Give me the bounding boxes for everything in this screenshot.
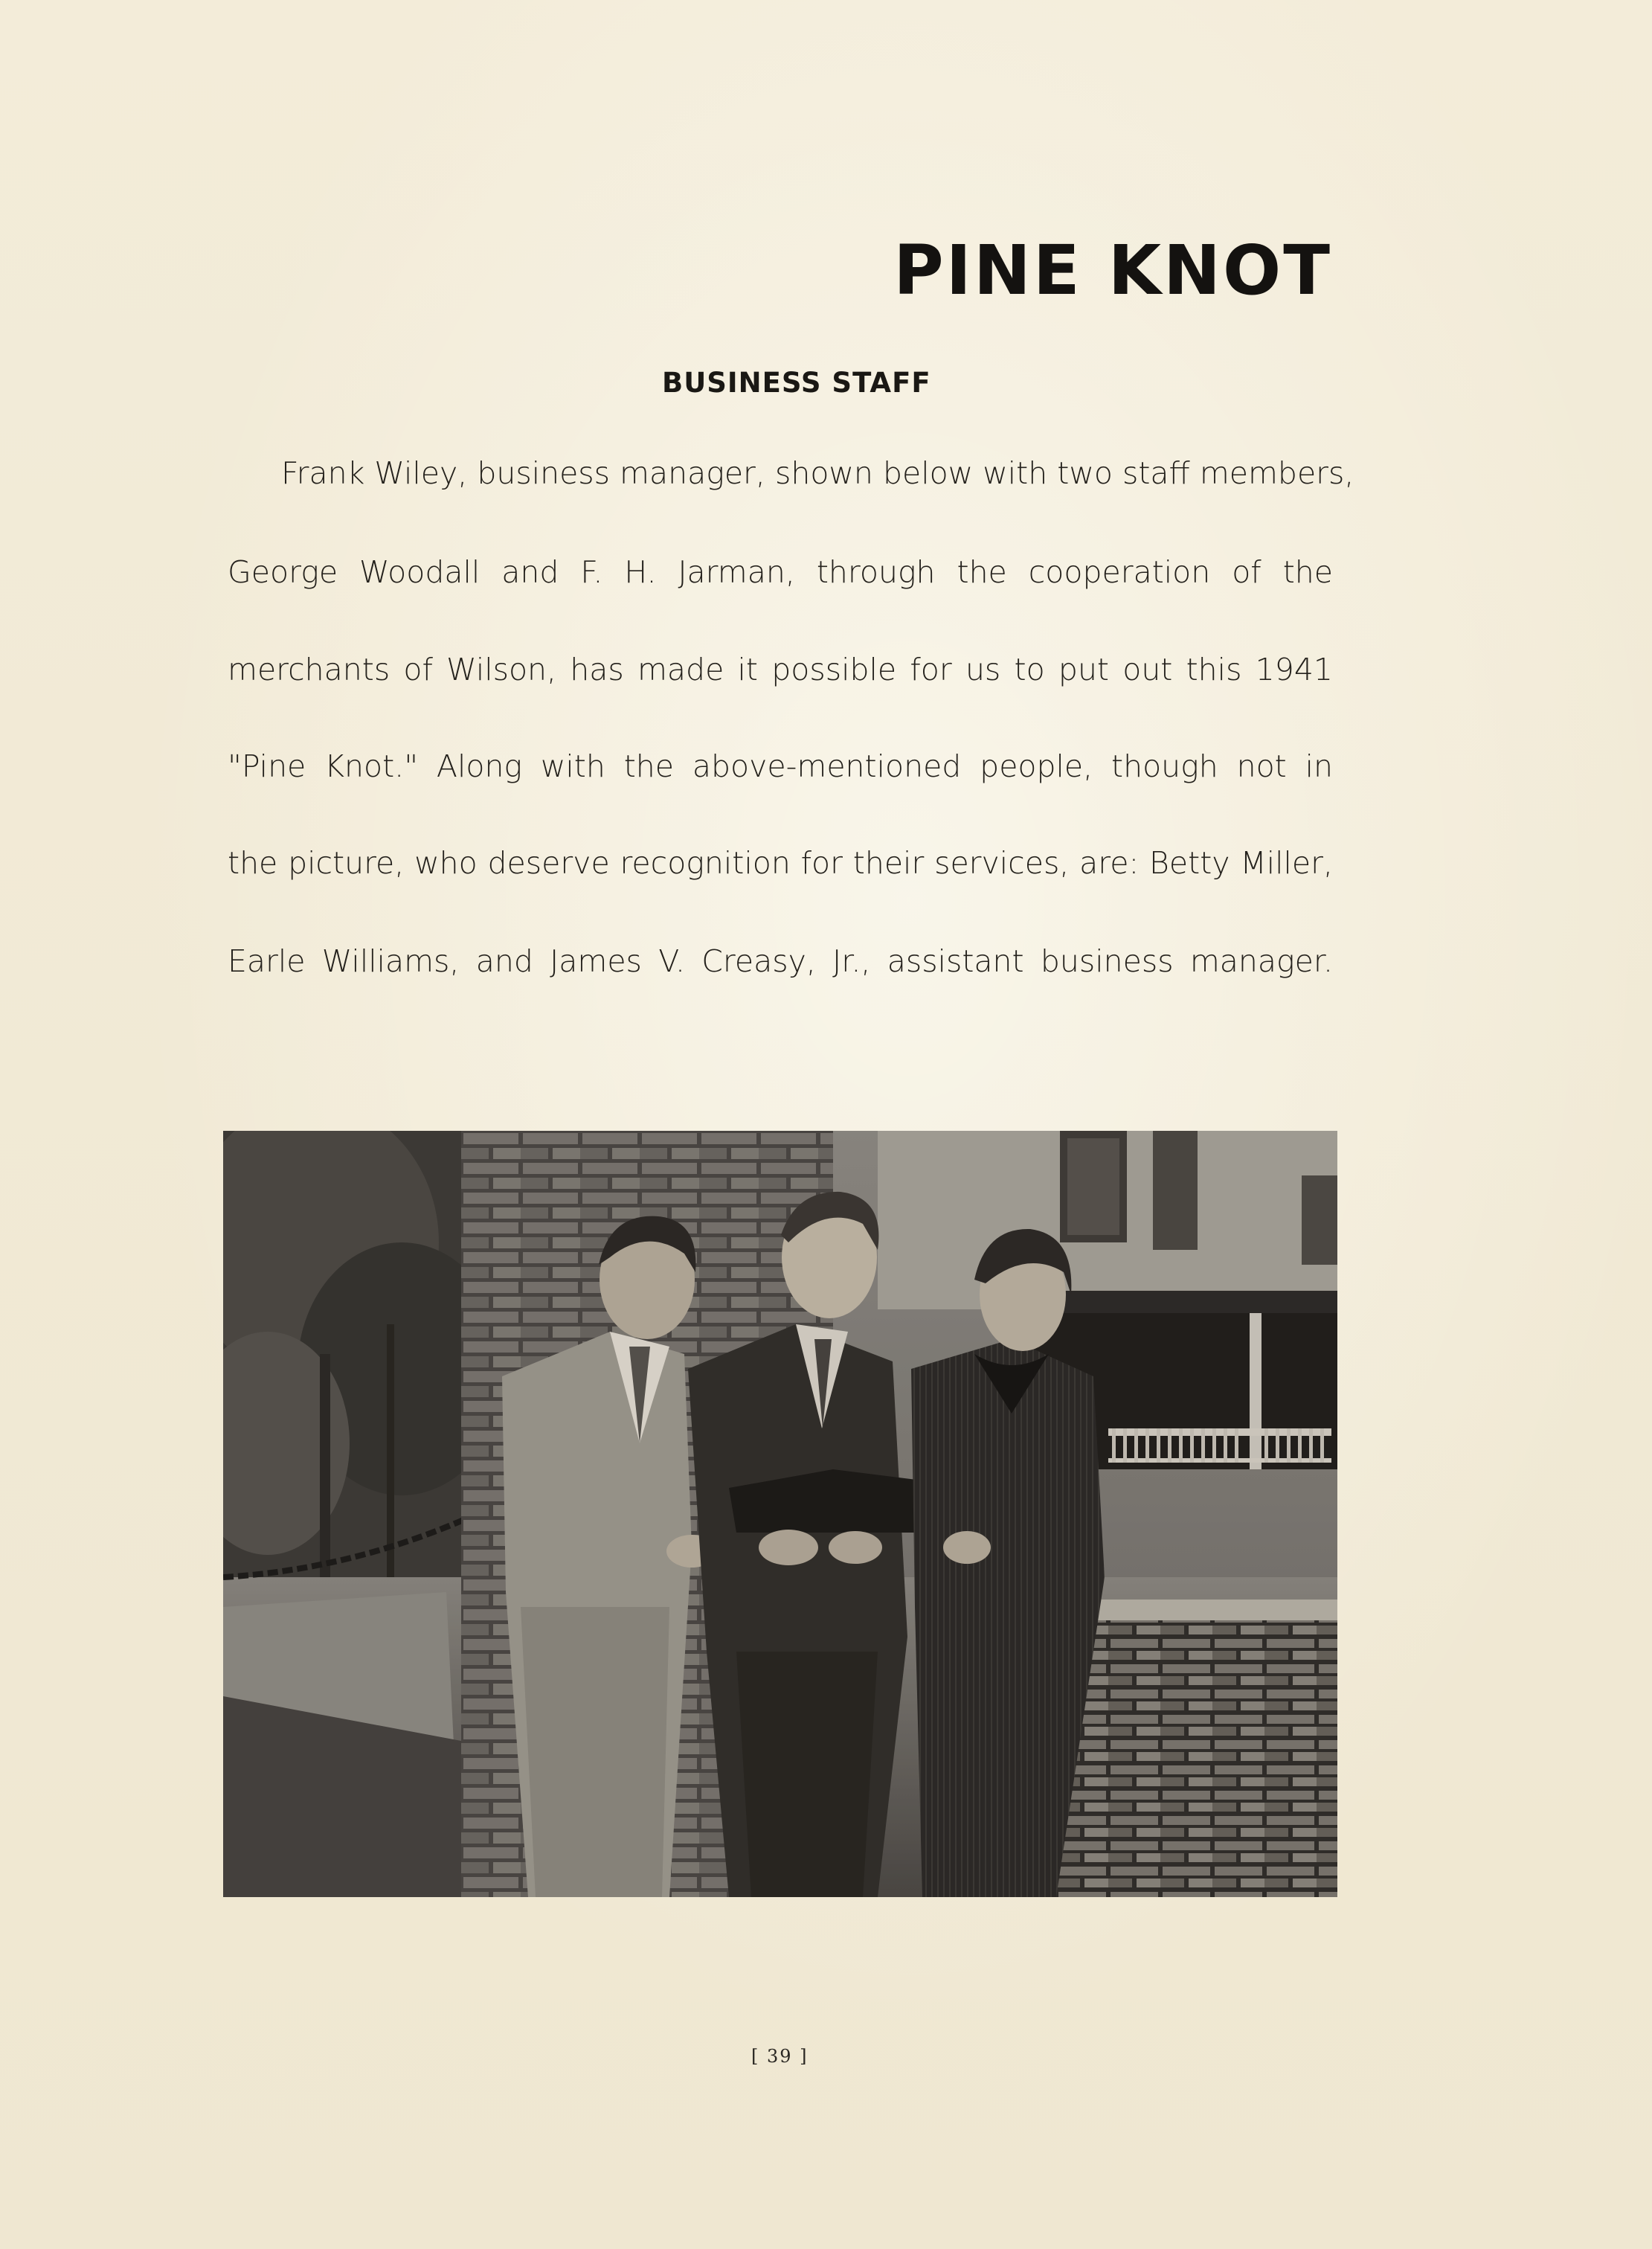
staff-photograph	[223, 1131, 1337, 1897]
body-line: "Pine Knot." Along with the above-mentioned people, though not in	[228, 748, 1333, 784]
body-line: the picture, who deserve recognition for their services, are: Betty Miller,	[228, 845, 1333, 881]
section-heading: BUSINESS STAFF	[662, 367, 931, 399]
page-number: [ 39 ]	[751, 2046, 809, 2067]
body-line: Earle Williams, and James V. Creasy, Jr., assistant business manager.	[228, 943, 1333, 979]
page-title: PINE KNOT	[893, 231, 1332, 310]
body-line: George Woodall and F. H. Jarman, through the cooperation of the	[228, 554, 1333, 590]
body-line: merchants of Wilson, has made it possible for us to put out this 1941	[228, 652, 1333, 687]
body-line: Frank Wiley, business manager, shown below with two staff members,	[281, 455, 1354, 491]
